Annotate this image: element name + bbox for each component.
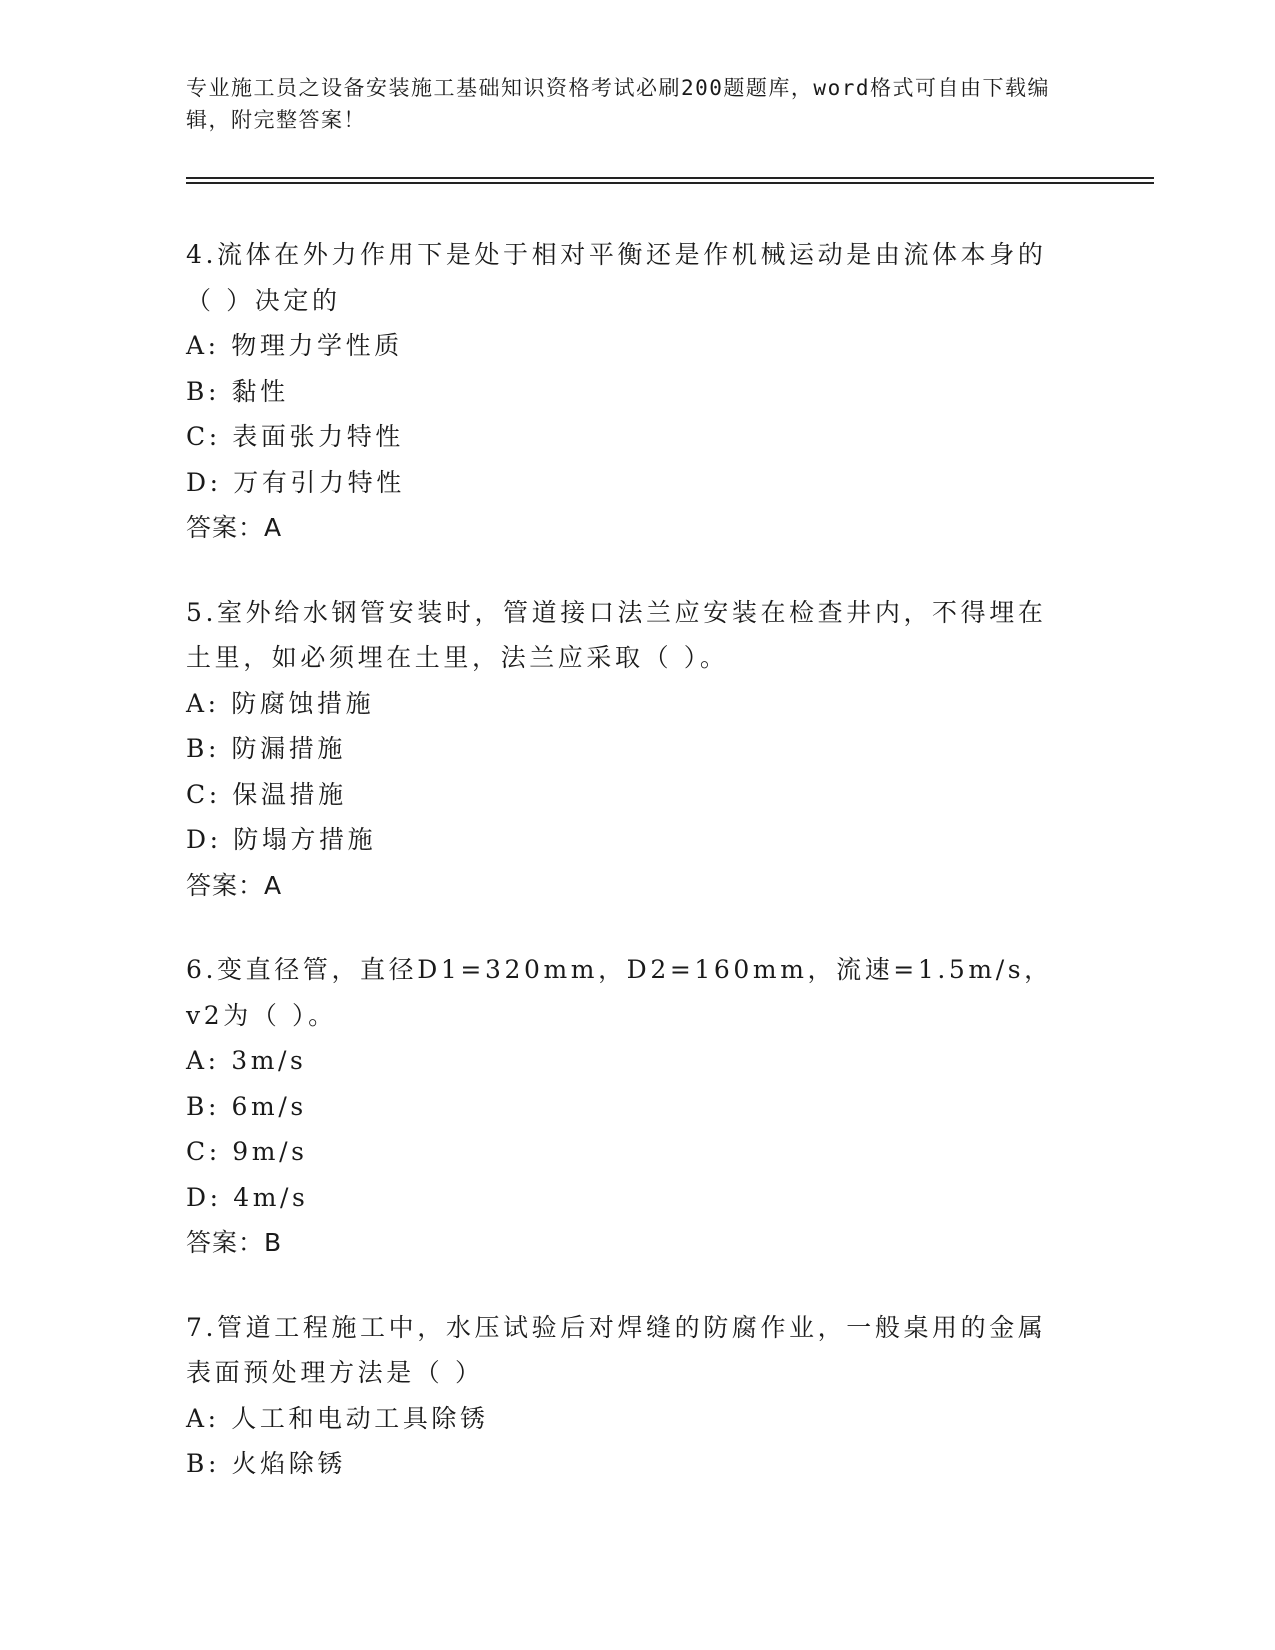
option-c: C: 表面张力特性 (186, 422, 404, 451)
option-b: B: 防漏措施 (186, 734, 346, 763)
option-d: D: 万有引力特性 (186, 467, 405, 497)
option-b: B: 火焰除锈 (186, 1449, 346, 1478)
question-5 (186, 590, 1066, 909)
option-a: A: 人工和电动工具除锈 (186, 1403, 489, 1433)
question-list (186, 232, 1066, 1526)
option-a: A: 物理力学性质 (186, 331, 403, 360)
question-4 (186, 232, 1066, 551)
option-b: B: 黏性 (186, 376, 289, 406)
option-b: B: 6m/s (186, 1091, 307, 1121)
option-d: D: 防塌方措施 (186, 825, 377, 854)
question-text: 6.变直径管，直径D1=320mm，D2=160mm，流速=1.5m/s，v2为（ ）。 (186, 955, 1053, 1030)
answer: 答案：A (186, 870, 283, 900)
option-c: C: 保温措施 (186, 779, 347, 809)
question-text: 7.管道工程施工中，水压试验后对焊缝的防腐作业，一般桌用的金属表面预处理方法是（ ） (186, 1312, 1047, 1387)
question-6 (186, 947, 1066, 1266)
answer: 答案：A (186, 513, 283, 542)
question-text: 4.流体在外力作用下是处于相对平衡还是作机械运动是由流体本身的（ ）决定的 (186, 240, 1047, 315)
option-a: A: 3m/s (186, 1046, 307, 1075)
header-divider-bottom (186, 182, 1154, 184)
option-a: A: 防腐蚀措施 (186, 688, 375, 718)
option-d: D: 4m/s (186, 1182, 309, 1212)
answer: 答案：B (186, 1228, 283, 1257)
header-divider-top (186, 177, 1154, 179)
question-text: 5.室外给水钢管安装时，管道接口法兰应安装在检查井内，不得埋在土里，如必须埋在土里，法兰应采取（ ）。 (186, 597, 1047, 672)
option-c: C: 9m/s (186, 1137, 308, 1166)
document-header: 专业施工员之设备安装施工基础知识资格考试必刷200题题库，word格式可自由下载编辑，附完整答案！ (186, 76, 1050, 132)
question-7 (186, 1305, 1066, 1487)
